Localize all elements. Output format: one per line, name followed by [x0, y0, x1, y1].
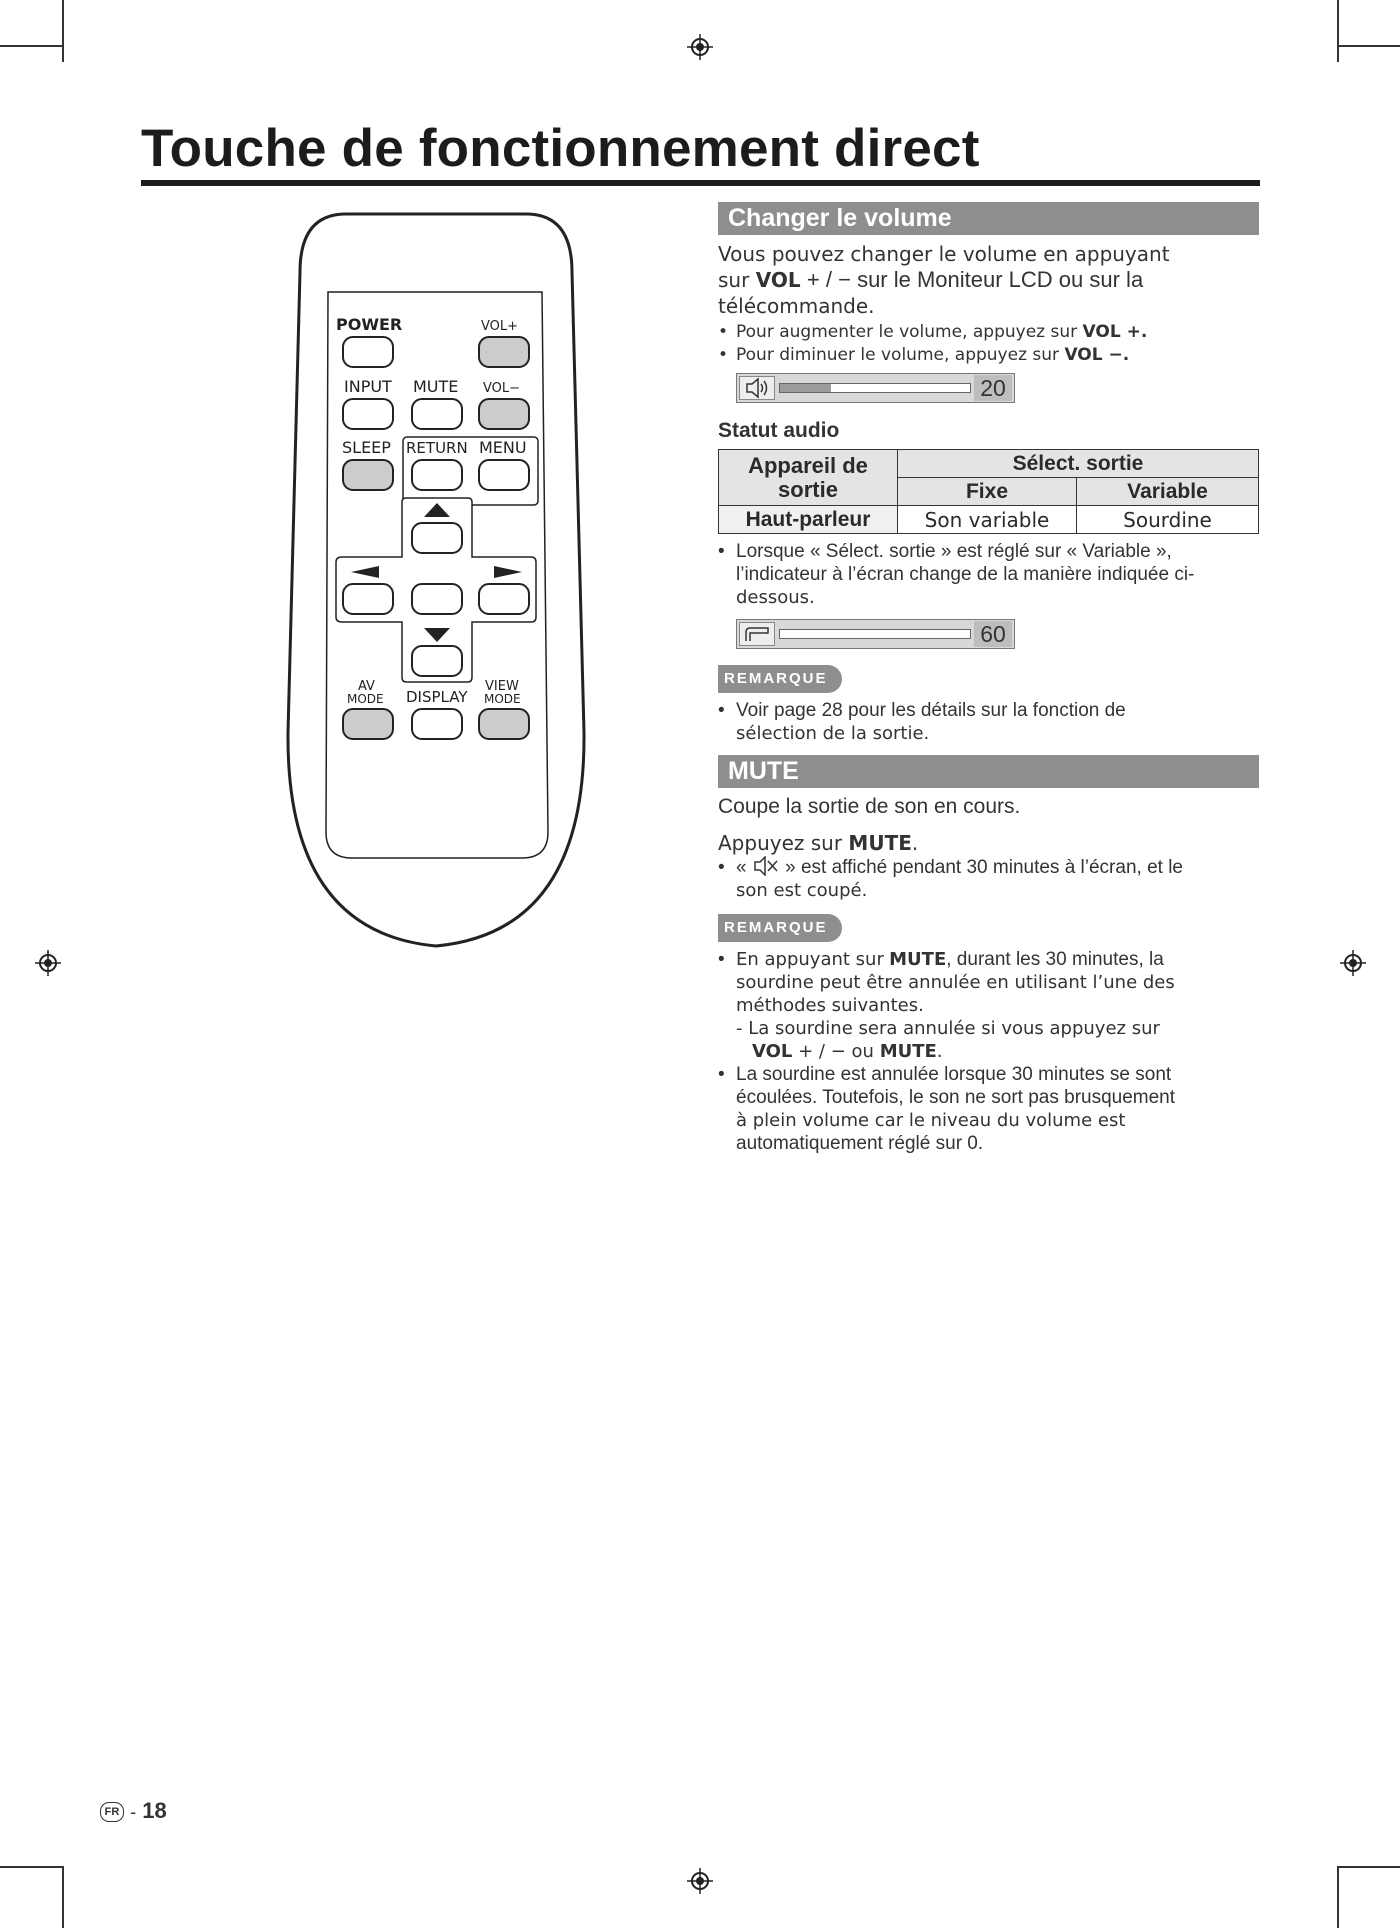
content-column [718, 202, 1259, 1155]
remote-label-av-mode: MODE [347, 692, 384, 706]
bullet-text: automatiquement réglé sur 0. [736, 1133, 984, 1154]
crop-mark [1337, 1866, 1339, 1928]
language-badge: FR [100, 1802, 124, 1822]
remote-button-av-mode [343, 709, 393, 739]
vol-key-label: VOL [752, 1041, 793, 1062]
bullet-text: En appuyant sur [736, 949, 884, 970]
bullet-text: sélection de la sortie. [736, 723, 930, 744]
bullet-text: à plein volume car le niveau du volume est [736, 1110, 1126, 1131]
table-cell: Sourdine [1077, 506, 1259, 534]
remote-label-return: RETURN [406, 439, 468, 457]
mute-key-label: MUTE [889, 949, 947, 970]
remote-button-mute [412, 399, 462, 429]
bullet-text: • La sourdine est annulée lorsque 30 minutes se sont [736, 1064, 1172, 1085]
crop-mark [62, 1866, 64, 1928]
remote-label-display: DISPLAY [406, 688, 468, 706]
mute-speaker-icon [752, 856, 780, 876]
remote-button-vol-minus [479, 399, 529, 429]
audio-status-table [718, 449, 1259, 534]
page-number: 18 [142, 1798, 167, 1823]
remote-label-vol-plus: VOL+ [481, 319, 519, 334]
audio-status-heading: Statut audio [718, 419, 840, 442]
volume-value: 20 [974, 375, 1012, 401]
speaker-icon [739, 376, 775, 400]
mute-key-label: MUTE [879, 1041, 937, 1062]
instruction-text: Appuyez sur [718, 831, 843, 855]
volume-track [779, 629, 971, 639]
remote-label-mute: MUTE [413, 377, 459, 396]
remote-label-sleep: SLEEP [342, 438, 391, 457]
bullet-text: dessous. [736, 587, 815, 608]
bullet-text: « [736, 857, 747, 878]
remote-button-input [343, 399, 393, 429]
bullet-text: sourdine peut être annulée en utilisant l’une des [736, 972, 1175, 993]
bullet-text: méthodes suivantes. [736, 995, 924, 1016]
registration-mark-icon [35, 950, 61, 976]
crop-mark [62, 0, 64, 62]
variable-output-icon [739, 622, 775, 646]
volume-indicator-bar [736, 373, 1015, 403]
remark-badge-wrap [718, 665, 1259, 693]
remote-button-down [412, 646, 462, 676]
bullet-text: . [936, 1041, 943, 1062]
vol-key-label: VOL [755, 268, 801, 292]
vol-key-label: VOL −. [1064, 345, 1130, 365]
remote-label-av: AV [358, 679, 375, 694]
list-item [718, 344, 1259, 367]
mute-description: Coupe la sortie de son en cours. [718, 795, 1021, 818]
list-item [718, 321, 1259, 344]
volume-intro-line-2 [718, 267, 1259, 293]
remote-label-vol-minus: VOL− [483, 381, 521, 396]
volume-track [779, 383, 971, 393]
list-item [718, 540, 1259, 609]
volume-indicator-bar-variable [736, 619, 1015, 649]
bullet-text: - La sourdine sera annulée si vous appuyez sur [736, 1018, 1160, 1039]
bullet-text: • Lorsque « Sélect. sortie » est réglé sur « Variable », [736, 541, 1172, 562]
list-item [718, 699, 1259, 745]
vol-key-label: VOL +. [1082, 322, 1148, 342]
page-title: Touche de fonctionnement direct [141, 119, 980, 178]
volume-intro [718, 241, 1259, 319]
table-cell: Son variable [898, 506, 1077, 534]
table-header-device: Appareil de sortie [719, 450, 898, 506]
volume-intro-text: sur [718, 268, 750, 292]
list-item [718, 856, 1259, 902]
remote-button-up [412, 523, 462, 553]
bullet-line [736, 948, 1259, 971]
remote-button-return [412, 460, 462, 490]
page-footer [100, 1798, 167, 1824]
instruction-text: . [911, 831, 919, 855]
remote-button-menu [479, 460, 529, 490]
table-header-select: Sélect. sortie [898, 450, 1259, 478]
volume-intro-line-1: Vous pouvez changer le volume en appuyant [718, 242, 1170, 266]
section-heading-volume: Changer le volume [718, 202, 1259, 235]
remote-button-display [412, 709, 462, 739]
registration-mark-icon [687, 34, 713, 60]
volume-intro-text: + / − sur le Moniteur LCD ou sur la [806, 267, 1144, 292]
volume-intro-line-3: télécommande. [718, 294, 875, 318]
bullet-text: • Voir page 28 pour les détails sur la fonction de [736, 700, 1126, 721]
remote-label-power: POWER [336, 315, 403, 334]
crop-mark [1338, 45, 1400, 47]
crop-mark [1338, 1866, 1400, 1868]
bullet-text: + / − ou [798, 1041, 874, 1062]
crop-mark [1337, 0, 1339, 62]
remote-button-right [479, 584, 529, 614]
list-item [718, 1063, 1259, 1155]
bullet-line [736, 1040, 1259, 1063]
remote-button-enter [412, 584, 462, 614]
registration-mark-icon [687, 1868, 713, 1894]
bullet-text: Pour augmenter le volume, appuyez sur [736, 322, 1078, 342]
volume-level-fill [780, 384, 831, 392]
remote-control-illustration [286, 212, 586, 952]
bullet-text: l’indicateur à l’écran change de la manière indiquée ci- [736, 564, 1195, 585]
remark-badge: REMARQUE [718, 914, 842, 942]
remark-badge: REMARQUE [718, 665, 842, 693]
remark-badge-wrap [718, 914, 1259, 942]
remote-button-vol-plus [479, 337, 529, 367]
bullet-text: » est affiché pendant 30 minutes à l’écran, et le [785, 857, 1183, 878]
footer-separator: - [130, 1802, 137, 1822]
remote-button-view-mode [479, 709, 529, 739]
title-rule [141, 180, 1260, 186]
remote-label-view: VIEW [485, 679, 519, 694]
table-header-variable: Variable [1077, 478, 1259, 506]
registration-mark-icon [1340, 950, 1366, 976]
remote-button-sleep [343, 460, 393, 490]
bullet-line [736, 856, 1259, 879]
table-header-fixed: Fixe [898, 478, 1077, 506]
mute-key-label: MUTE [848, 831, 912, 855]
remote-label-input: INPUT [344, 377, 392, 396]
list-item [718, 948, 1259, 1063]
section-heading-mute: MUTE [718, 755, 1259, 788]
remote-label-view-mode: MODE [484, 692, 521, 706]
crop-mark [0, 1866, 62, 1868]
remote-button-power [343, 337, 393, 367]
bullet-text: écoulées. Toutefois, le son ne sort pas brusquement [736, 1087, 1176, 1108]
remote-button-left [343, 584, 393, 614]
remote-label-menu: MENU [479, 438, 527, 457]
bullet-text: Pour diminuer le volume, appuyez sur [736, 345, 1060, 365]
bullet-text: son est coupé. [736, 880, 868, 901]
bullet-text: , durant les 30 minutes, la [946, 949, 1164, 970]
mute-press-instruction [718, 830, 1259, 856]
table-row-label: Haut-parleur [719, 506, 898, 534]
crop-mark [0, 45, 62, 47]
volume-value: 60 [974, 621, 1012, 647]
